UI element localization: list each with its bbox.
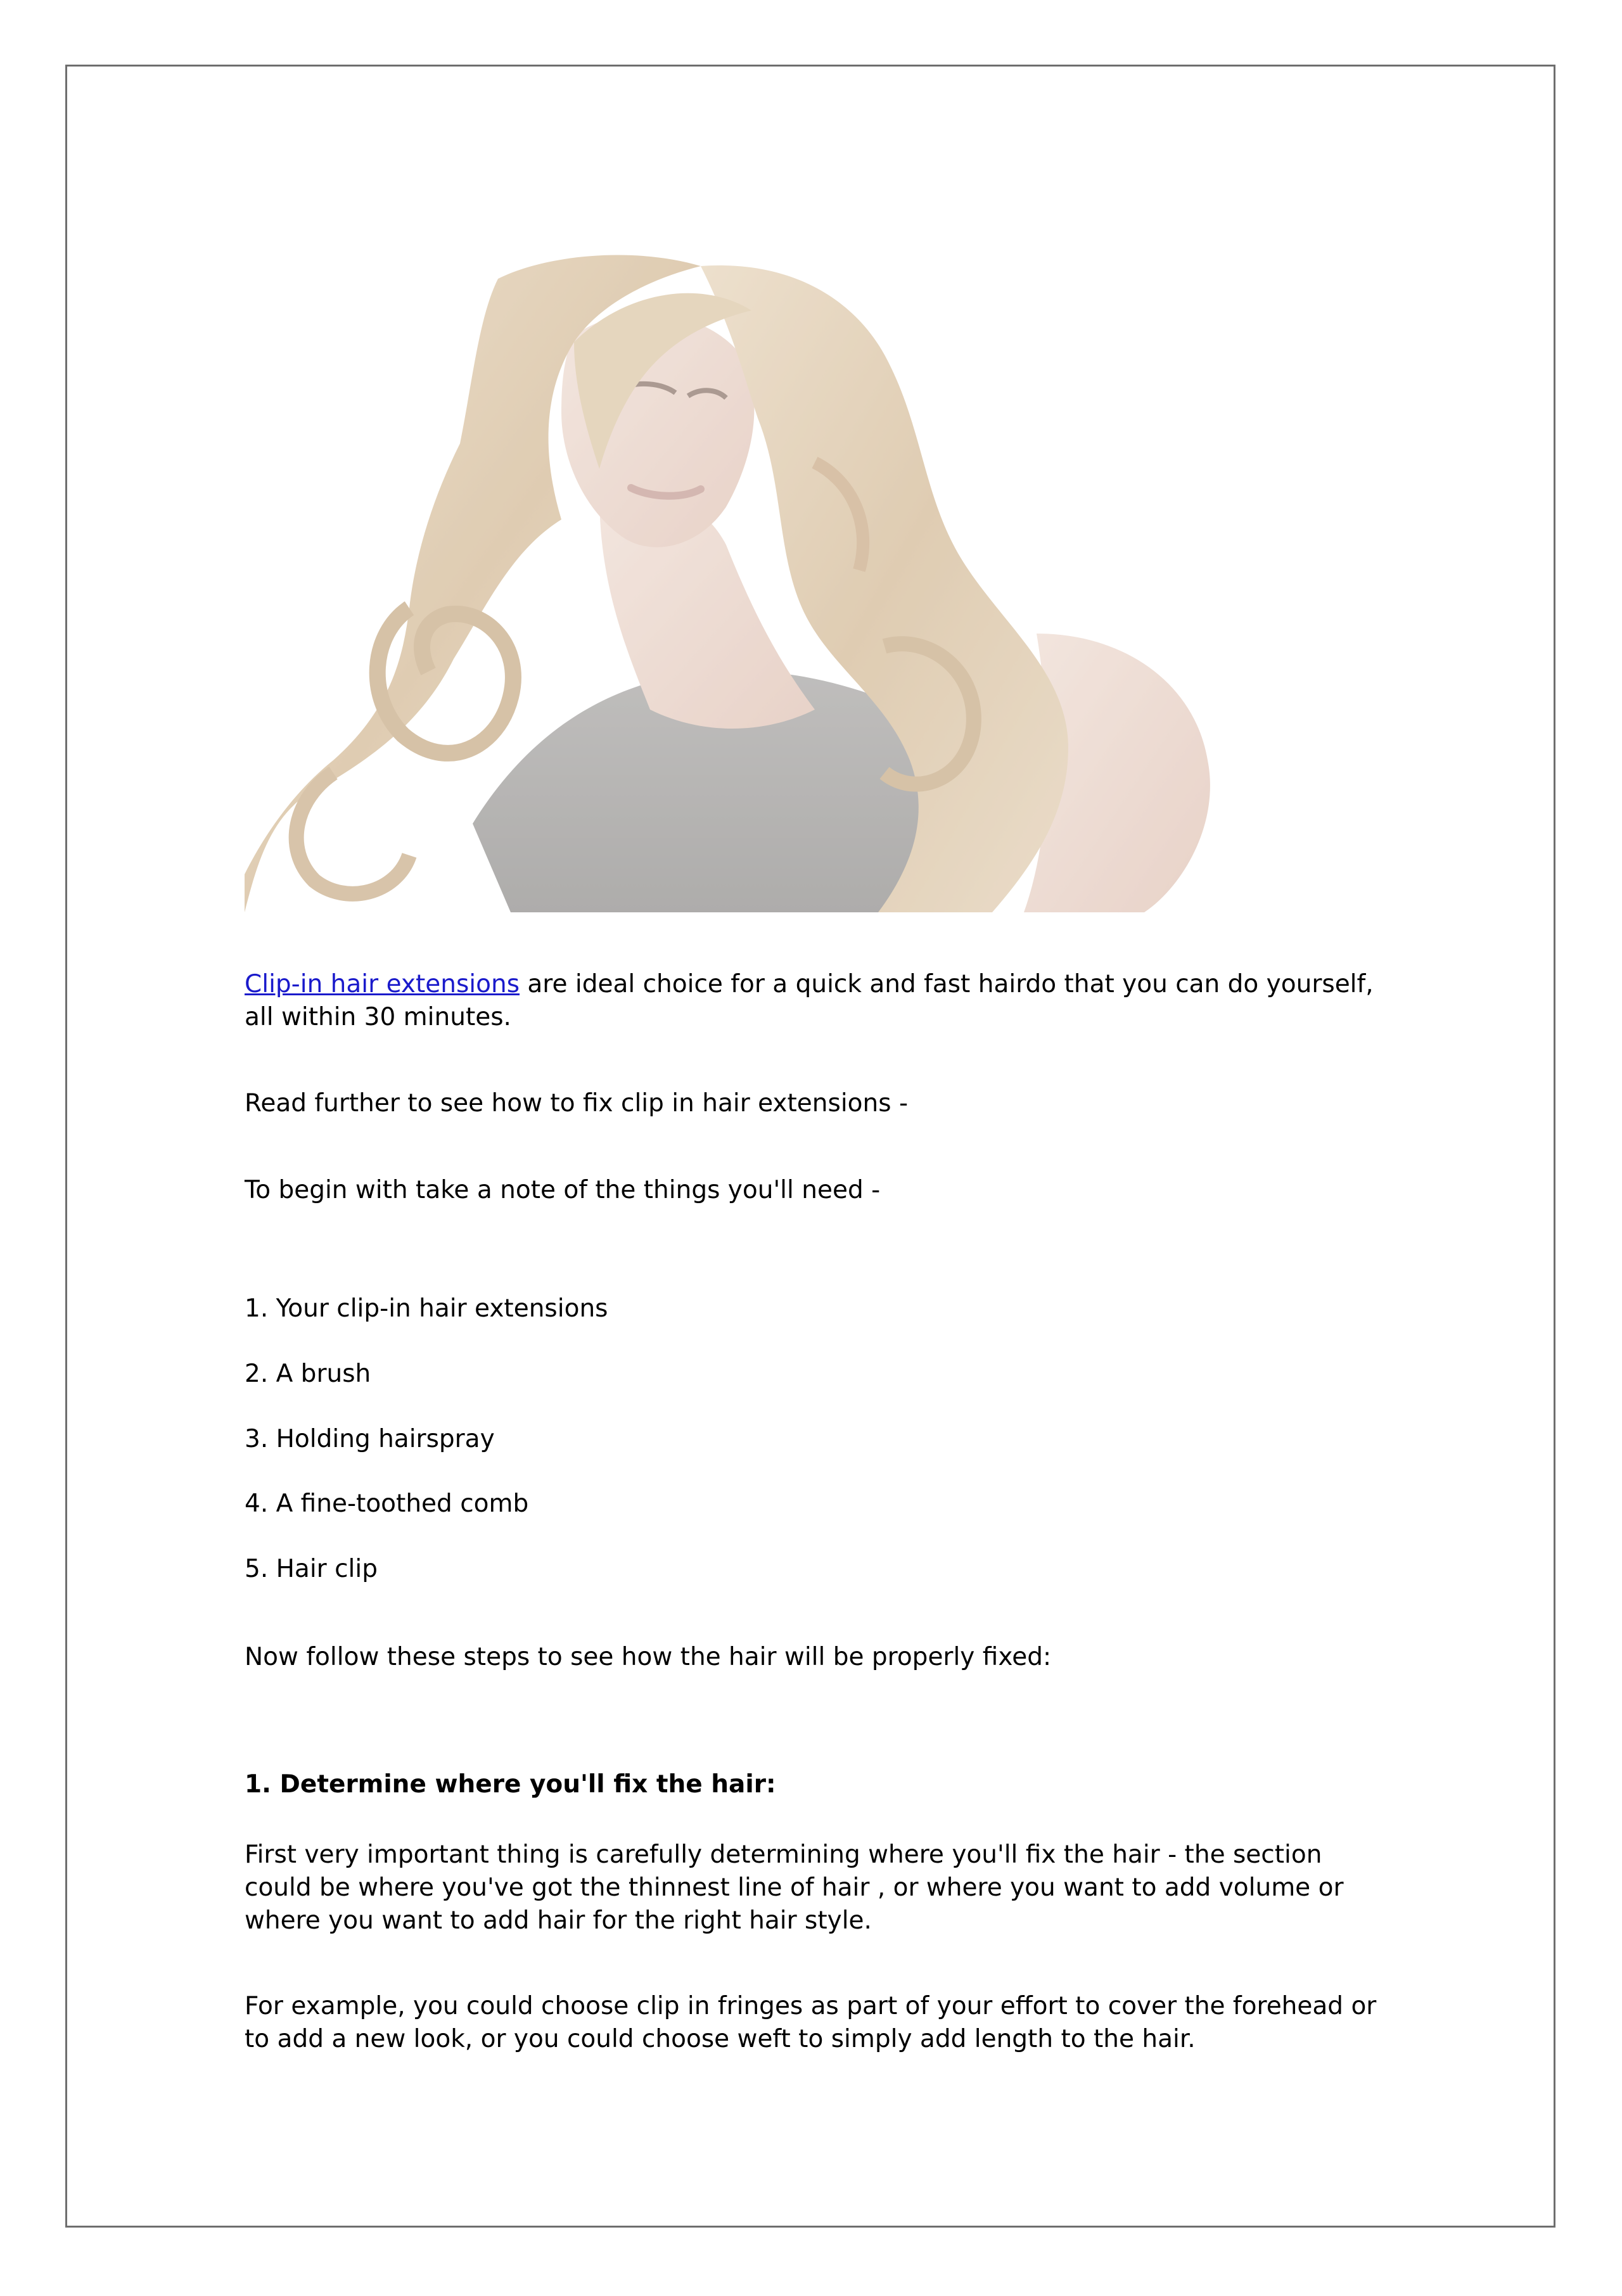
list-item: 1. Your clip-in hair extensions	[245, 1294, 608, 1323]
hero-photo	[245, 253, 1377, 912]
list-item: 2. A brush	[245, 1360, 371, 1388]
list-item: 5. Hair clip	[245, 1555, 378, 1583]
list-item: 3. Holding hairspray	[245, 1425, 495, 1453]
begin-note-text: To begin with take a note of the things you'll need -	[245, 1176, 881, 1204]
hero-image	[245, 253, 1377, 912]
step-paragraph: For example, you could choose clip in fringes as part of your effort to cover the forehead or to add a new look, or you could choose weft to simply add length to the hair.	[245, 1992, 1377, 2053]
read-further-text: Read further to see how to fix clip in hair extensions -	[245, 1089, 909, 1118]
follow-steps-text: Now follow these steps to see how the hair will be properly fixed:	[245, 1643, 1052, 1671]
step-paragraph: First very important thing is carefully determining where you'll fix the hair - the section could be where you've got the thinnest line of hair , or where you want to add volume or where you want to add hair for the right hair style.	[245, 1840, 1344, 1935]
list-item: 4. A fine-toothed comb	[245, 1489, 529, 1518]
intro-paragraph	[245, 968, 1391, 1034]
clip-in-hair-extensions-link[interactable]: Clip-in hair extensions	[245, 970, 520, 998]
intro-text: are ideal choice for a quick and fast hairdo that you can do yourself, all within 30 minutes.	[245, 970, 1374, 1031]
step-heading: 1. Determine where you'll fix the hair:	[245, 1770, 776, 1799]
